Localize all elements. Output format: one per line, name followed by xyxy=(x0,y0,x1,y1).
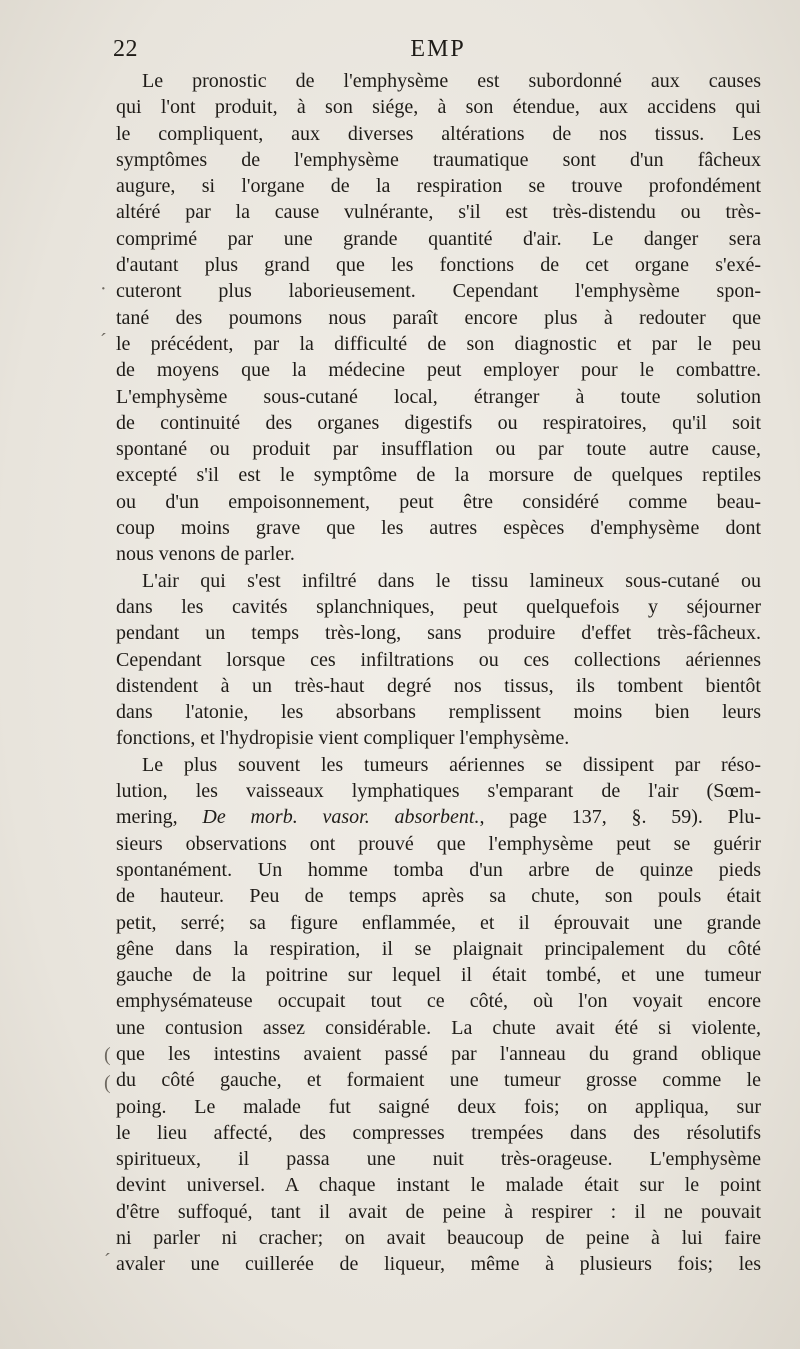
text-line: coup moins grave que les autres espèces d'emphysème dont xyxy=(116,517,761,540)
text-line: Cependant lorsque ces infiltrations ou ces collections aériennes xyxy=(116,648,761,671)
text-line: que les intestins avaient passé par l'anneau du grand oblique xyxy=(116,1042,761,1065)
text-line: nous venons de parler. xyxy=(116,543,295,566)
text-line: comprimé par une grande quantité d'air. Le danger sera xyxy=(116,227,761,250)
text-line: devint universel. A chaque instant le malade était sur le point xyxy=(116,1174,761,1197)
text-line: gauche de la poitrine sur lequel il était tombé, et une tumeur xyxy=(116,964,761,987)
text-line: pendant un temps très-long, sans produire d'effet très-fâcheux. xyxy=(116,622,761,645)
text-line: avaler une cuillerée de liqueur, même à plusieurs fois; les xyxy=(116,1253,761,1276)
text-line: le précédent, par la difficulté de son diagnostic et par le peu xyxy=(116,332,761,355)
text-line: dans l'atonie, les absorbans remplissent moins bien leurs xyxy=(116,701,761,724)
text-line: altéré par la cause vulnérante, s'il est très-distendu ou très- xyxy=(116,201,761,224)
text-line: distendent à un très-haut degré nos tissus, ils tombent bientôt xyxy=(116,674,761,697)
text-line: du côté gauche, et formaient une tumeur grosse comme le xyxy=(116,1069,761,1092)
page-number: 22 xyxy=(113,36,138,62)
text-line: tané des poumons nous paraît encore plus à redouter que xyxy=(116,306,761,329)
text-line: L'emphysème sous-cutané local, étranger à toute solution xyxy=(116,385,761,408)
text-line: le compliquent, aux diverses altérations de nos tissus. Les xyxy=(116,122,761,145)
text-line: poing. Le malade fut saigné deux fois; on appliqua, sur xyxy=(116,1095,761,1118)
text-line: de moyens que la médecine peut employer pour le combattre. xyxy=(116,359,761,382)
text-line: ou d'un empoisonnement, peut être considéré comme beau- xyxy=(116,490,761,513)
text-line: gêne dans la respiration, il se plaignait principalement du côté xyxy=(116,937,761,960)
text-line: cuteront plus laborieusement. Cependant l'emphysème spon- xyxy=(116,280,761,303)
text-line: symptômes de l'emphysème traumatique sont d'un fâcheux xyxy=(116,148,761,171)
text-line: ni parler ni cracher; on avait beaucoup de peine à lui faire xyxy=(116,1227,761,1250)
body-text xyxy=(116,68,761,1278)
text-line: Le plus souvent les tumeurs aériennes se dissipent par réso- xyxy=(142,753,761,776)
text-line: excepté s'il est le symptôme de la morsure de quelques reptiles xyxy=(116,464,761,487)
text-line: une contusion assez considérable. La chute avait été si violente, xyxy=(116,1016,761,1039)
text-line: spontanément. Un homme tomba d'un arbre de quinze pieds xyxy=(116,858,761,881)
margin-mark: ˊ xyxy=(104,1250,111,1272)
running-head: EMP xyxy=(410,36,466,62)
text-line: Le pronostic de l'emphysème est subordonné aux causes xyxy=(142,70,761,92)
text-line: L'air qui s'est infiltré dans le tissu lamineux sous-cutané ou xyxy=(142,569,761,592)
text-line xyxy=(116,804,761,830)
text-line: augure, si l'organe de la respiration se trouve profondément xyxy=(116,175,761,198)
page-header xyxy=(113,36,763,68)
margin-mark: ( xyxy=(104,1072,111,1094)
margin-mark: ( xyxy=(104,1044,111,1066)
text-line: de continuité des organes digestifs ou respiratoires, qu'il soit xyxy=(116,411,761,434)
citation-italic: De morb. vasor. absorbent. xyxy=(202,806,480,829)
text-line: d'être suffoqué, tant il avait de peine à respirer : il ne pouvait xyxy=(116,1200,761,1223)
text-line: qui l'ont produit, à son siége, à son étendue, aux accidens qui xyxy=(116,96,761,119)
text-line: fonctions, et l'hydropisie vient compliquer l'emphysème. xyxy=(116,727,570,750)
text-line: lution, les vaisseaux lymphatiques s'emparant de l'air (Sœm- xyxy=(116,780,761,803)
text-run: , page 137, §. 59). Plu- xyxy=(479,806,761,829)
text-line: de hauteur. Peu de temps après sa chute, son pouls était xyxy=(116,885,761,908)
text-line: spontané ou produit par insufflation ou par toute autre cause, xyxy=(116,438,761,461)
text-line: petit, serré; sa figure enflammée, et il éprouvait une grande xyxy=(116,911,761,934)
text-line: dans les cavités splanchniques, peut quelquefois y séjourner xyxy=(116,595,761,618)
text-line: spiritueux, il passa une nuit très-orageuse. L'emphysème xyxy=(116,1148,761,1171)
text-run: mering, xyxy=(116,806,203,829)
text-line: emphysémateuse occupait tout ce côté, où l'on voyait encore xyxy=(116,990,761,1013)
text-line: le lieu affecté, des compresses trempées dans des résolutifs xyxy=(116,1121,761,1144)
margin-mark: · xyxy=(100,278,107,300)
margin-mark: ˊ xyxy=(100,330,107,352)
text-line: d'autant plus grand que les fonctions de cet organe s'exé- xyxy=(116,254,761,277)
text-line: sieurs observations ont prouvé que l'emphysème peut se guérir xyxy=(116,832,761,855)
